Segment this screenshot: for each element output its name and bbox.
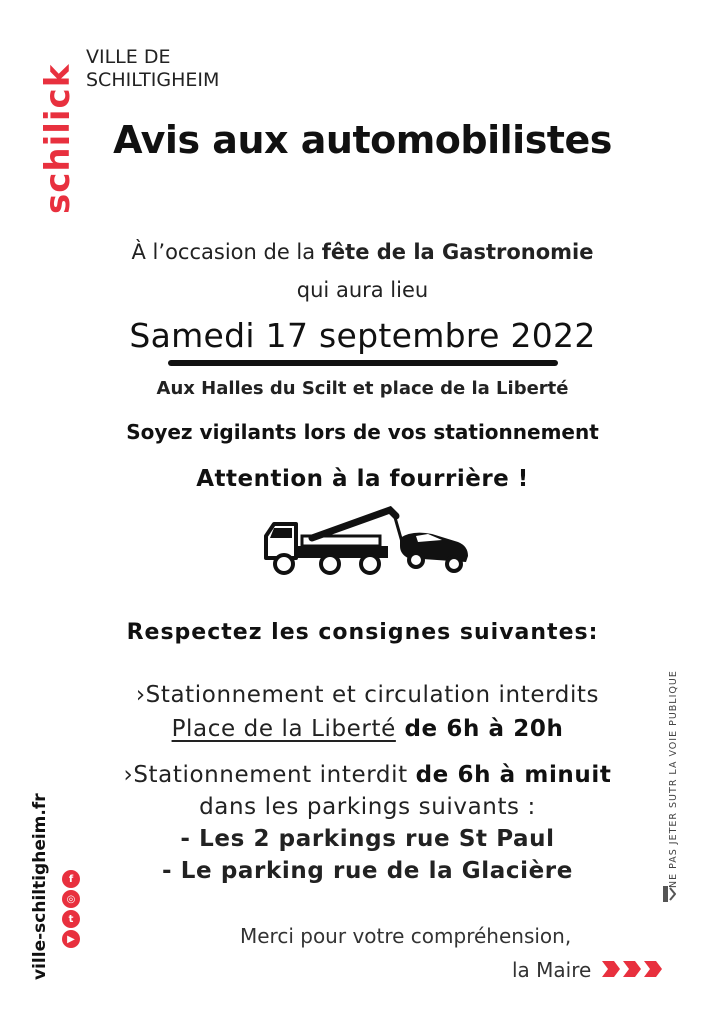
parking-forbidden-text: ›Stationnement interdit <box>123 762 416 788</box>
chevrons-icon <box>600 958 666 980</box>
vigilance-notice: Soyez vigilants lors de vos stationnement <box>126 420 599 444</box>
thanks-text: Merci pour votre compréhension, <box>240 924 572 948</box>
rule-line-4: dans les parkings suivants : <box>199 794 536 820</box>
parking-item-glaciere: - Le parking rue de la Glacière <box>162 858 573 884</box>
rule-line-2 <box>0 716 725 742</box>
intro-line-1 <box>0 240 725 264</box>
facebook-icon[interactable]: f <box>62 870 80 888</box>
event-date: Samedi 17 septembre 2022 <box>129 316 596 355</box>
city-line-1: VILLE DE <box>86 46 171 68</box>
signature: la Maire <box>512 958 592 982</box>
rule-line-3 <box>0 762 725 788</box>
instructions-heading: Respectez les consignes suivantes: <box>126 620 599 645</box>
city-line-2: SCHILTIGHEIM <box>86 69 220 91</box>
intro-text: À l’occasion de la <box>131 240 322 264</box>
event-name: fête de la Gastronomie <box>321 240 594 264</box>
litter-notice: NE PAS JETER SUTR LA VOIE PUBLIQUE <box>668 670 679 888</box>
page-title: Avis aux automobilistes <box>113 118 612 162</box>
intro-line-2: qui aura lieu <box>296 278 429 302</box>
event-location: Aux Halles du Scilt et place de la Liberté <box>156 378 569 399</box>
social-icons <box>62 870 82 950</box>
hours-6-20: de 6h à 20h <box>395 716 564 742</box>
instagram-icon[interactable]: ◎ <box>62 890 80 908</box>
city-name <box>86 46 219 92</box>
schilick-logo: schilick <box>38 63 78 214</box>
tow-truck-icon <box>262 506 472 578</box>
hours-6-midnight: de 6h à minuit <box>415 762 612 788</box>
youtube-icon[interactable]: ▶ <box>62 930 80 948</box>
parking-item-st-paul: - Les 2 parkings rue St Paul <box>180 826 555 852</box>
recycling-icon <box>662 884 676 904</box>
attention-heading: Attention à la fourrière ! <box>196 466 529 492</box>
rule-line-1: ›Stationnement et circulation interdits <box>135 682 600 708</box>
twitter-icon[interactable]: t <box>62 910 80 928</box>
website-url[interactable]: ville-schiltigheim.fr <box>30 793 50 980</box>
place-liberte-text: Place de la Liberté <box>171 716 396 742</box>
date-underline <box>168 360 558 366</box>
